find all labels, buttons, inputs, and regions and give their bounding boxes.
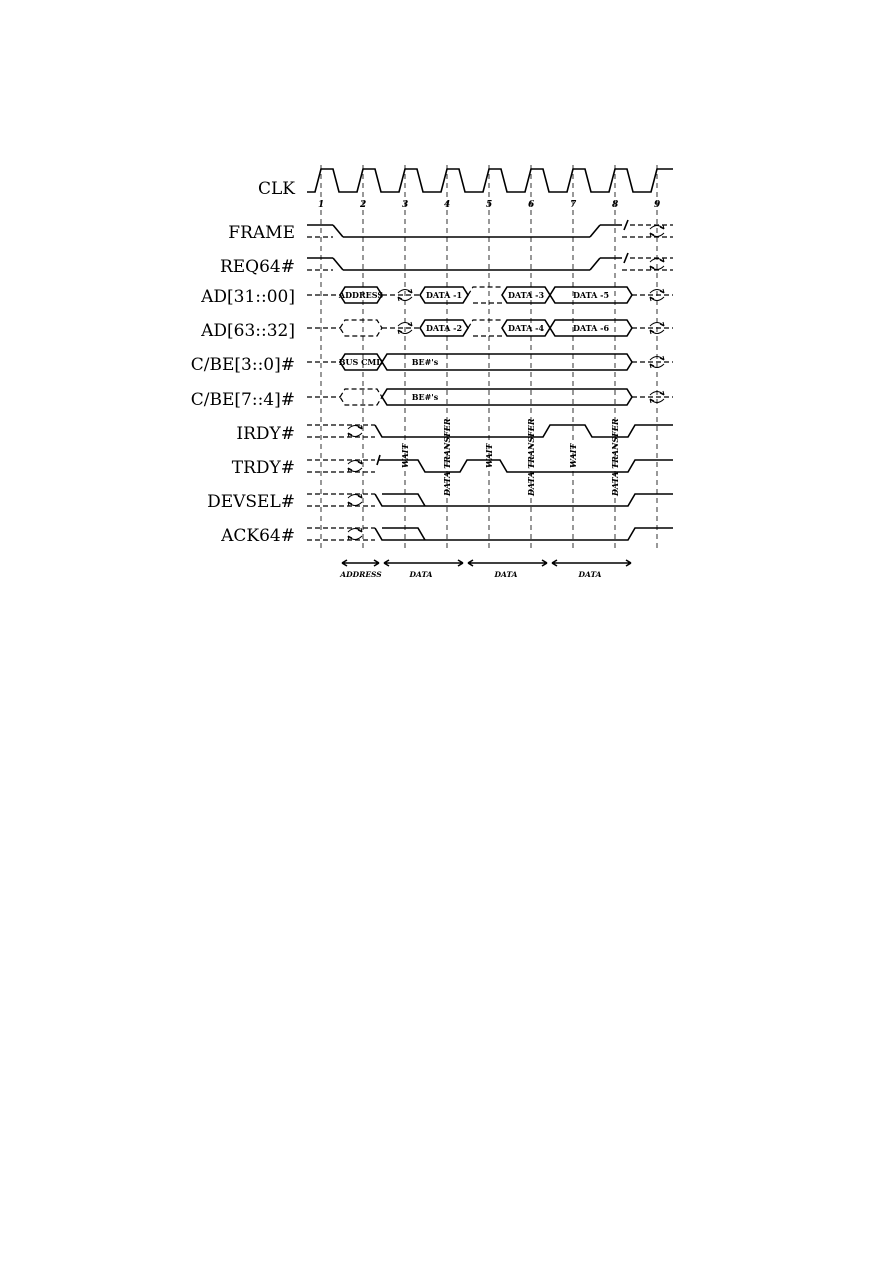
cbe-low-bus-cmd-label: BUS CMD [338,357,384,367]
turnaround-icon [348,494,362,506]
ad-high-data6-label: DATA -6 [572,323,610,333]
clock-number: 5 [486,200,493,210]
wait-annotation: WAIT [484,443,494,468]
phase-label-address: ADDRESS [340,570,382,579]
signal-label-frame: FRAME [228,223,295,243]
data-transfer-annotation: DATA TRANSFER [442,418,452,496]
ad-low-waveform [307,287,673,303]
ad-high-waveform [307,320,673,336]
frame-waveform [307,220,673,237]
turnaround-icon [348,528,362,540]
phase-label-data: DATA [409,570,433,579]
signal-label-trdy: TRDY# [231,458,295,478]
ad-high-data4-label: DATA -4 [507,323,545,333]
signal-label-cbe-high: C/BE[7::4]# [190,390,295,410]
turnaround-icon [348,425,362,437]
signal-label-devsel: DEVSEL# [207,492,295,512]
clock-number: 3 [402,200,409,210]
clock-number: 2 [360,200,367,210]
signal-label-clk: CLK [258,179,295,199]
signal-label-ack64: ACK64# [221,526,295,546]
clock-number: 9 [654,200,661,210]
ad-low-data1-label: DATA -1 [425,290,463,300]
signal-label-irdy: IRDY# [236,424,295,444]
cbe-low-waveform [307,354,673,370]
signal-label-cbe-low: C/BE[3::0]# [190,355,295,375]
data-transfer-annotation: DATA TRANSFER [526,418,536,496]
ad-low-data3-label: DATA -3 [507,290,545,300]
signal-label-ad-high: AD[63::32] [201,321,295,341]
clock-number: 7 [570,200,577,210]
clock-number: 6 [528,200,535,210]
phase-label-data: DATA [494,570,518,579]
phase-label-data: DATA [578,570,602,579]
cbe-high-waveform [307,389,673,405]
clock-number: 1 [318,200,325,210]
clock-numbers [318,200,661,210]
wait-annotation: WAIT [400,443,410,468]
signal-labels [191,179,296,546]
turnaround-icon [348,460,362,472]
clock-number: 4 [444,200,451,210]
cbe-low-be-label: BE#'s [411,357,439,367]
ad-low-data5-label: DATA -5 [572,290,610,300]
clk-waveform [307,169,673,192]
ad-high-data2-label: DATA -2 [425,323,463,333]
ad-low-address-label: ADDRESS [338,290,384,300]
signal-label-req64: REQ64# [219,257,295,277]
signal-label-ad-low: AD[31::00] [201,287,295,307]
clock-number: 8 [612,200,619,210]
wait-annotation: WAIT [568,443,578,468]
req64-waveform [307,253,673,270]
phase-arrows [339,560,631,579]
cbe-high-be-label: BE#'s [411,392,439,402]
data-transfer-annotation: DATA TRANSFER [610,418,620,496]
